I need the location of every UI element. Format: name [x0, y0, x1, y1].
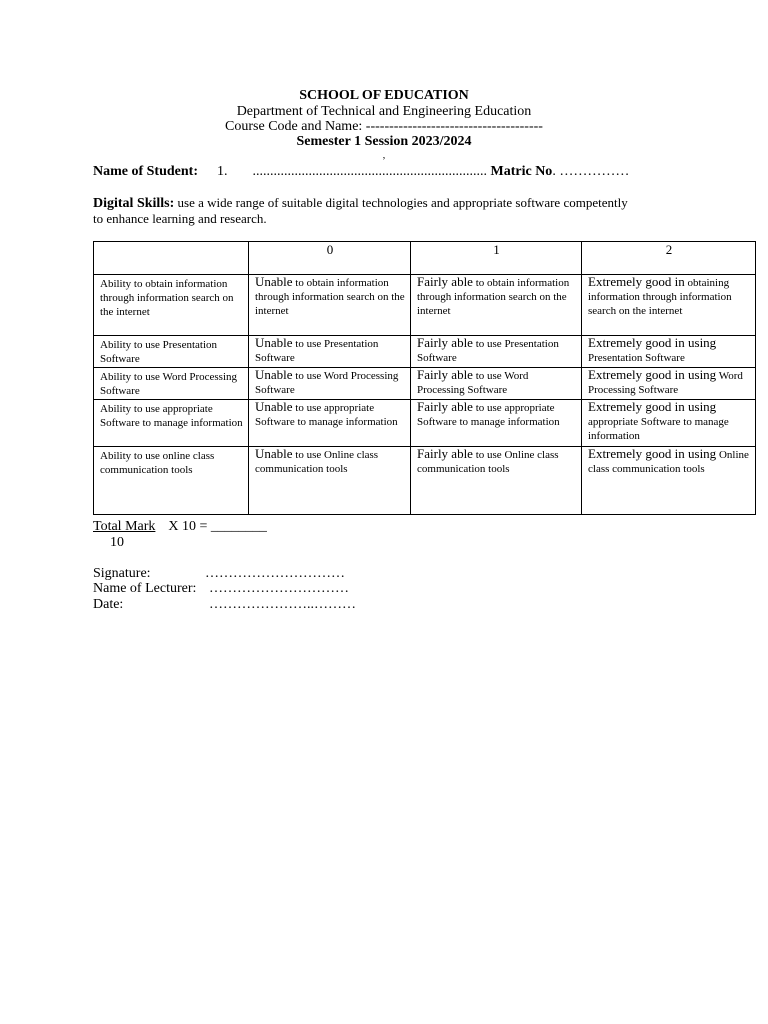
- cell-text: to use Presentation Software: [417, 338, 559, 364]
- score-1-cell: [411, 400, 582, 447]
- cell-lead: Extremely good in using: [588, 367, 717, 382]
- criterion-cell: Ability to use Word Processing Software: [94, 368, 249, 400]
- score-0-cell: [249, 400, 411, 447]
- rubric-header-score-0: 0: [249, 242, 411, 275]
- cell-lead: Extremely good in using: [588, 335, 717, 350]
- cell-text: to use Presentation Software: [255, 338, 379, 364]
- cell-lead: Unable: [255, 274, 293, 289]
- rubric-table: [93, 241, 756, 515]
- score-2-cell: [582, 275, 756, 336]
- score-1-cell: [411, 447, 582, 515]
- rubric-row: [94, 336, 756, 368]
- total-denominator: 10: [110, 535, 124, 550]
- cell-lead: Unable: [255, 446, 293, 461]
- score-1-cell: [411, 368, 582, 400]
- score-2-cell: [582, 368, 756, 400]
- rubric-row: [94, 275, 756, 336]
- total-multiplier: X 10 =: [168, 519, 208, 534]
- score-2-cell: [582, 447, 756, 515]
- cell-lead: Unable: [255, 399, 293, 414]
- matric-field[interactable]: . ……………: [552, 164, 630, 179]
- cell-text: Word Processing Software: [588, 370, 743, 396]
- criterion-cell: Ability to use Presentation Software: [94, 336, 249, 368]
- cell-lead: Fairly able: [417, 274, 473, 289]
- digital-skills-text-1: use a wide range of suitable digital technologies and appropriate software competently: [174, 195, 628, 210]
- date-field[interactable]: …………………..………: [209, 597, 356, 612]
- signature-field[interactable]: …………………………: [205, 566, 345, 581]
- score-1-cell: [411, 275, 582, 336]
- school-title: SCHOOL OF EDUCATION: [299, 88, 469, 103]
- rubric-row: [94, 368, 756, 400]
- cell-lead: Fairly able: [417, 446, 473, 461]
- score-0-cell: [249, 447, 411, 515]
- course-code-line: Course Code and Name: --------------------------------------: [225, 119, 543, 134]
- cell-lead: Extremely good in using: [588, 399, 717, 414]
- cell-text: to use appropriate Software to manage information: [255, 402, 398, 428]
- cell-lead: Fairly able: [417, 335, 473, 350]
- rubric-header-row: [94, 242, 756, 275]
- cell-text: to use Word Processing Software: [417, 370, 529, 396]
- score-1-cell: [411, 336, 582, 368]
- lecturer-field[interactable]: …………………………: [209, 581, 349, 596]
- rubric-row: [94, 447, 756, 515]
- score-0-cell: [249, 368, 411, 400]
- total-mark-row: [93, 519, 267, 535]
- total-mark-field[interactable]: ________: [210, 519, 267, 534]
- stray-comma: ,: [382, 150, 386, 161]
- student-name-field[interactable]: ...................................................................: [252, 164, 487, 179]
- matric-label: Matric No: [490, 164, 553, 179]
- score-0-cell: [249, 336, 411, 368]
- student-number: 1.: [217, 164, 228, 179]
- cell-text: obtaining information through information search on the internet: [588, 277, 732, 317]
- digital-skills-line1: [93, 195, 628, 212]
- signature-label: Signature:: [93, 566, 151, 581]
- cell-lead: Fairly able: [417, 367, 473, 382]
- cell-lead: Extremely good in using: [588, 446, 717, 461]
- digital-skills-label: Digital Skills:: [93, 196, 175, 211]
- cell-text: to use Online class communication tools: [255, 449, 379, 475]
- score-2-cell: [582, 400, 756, 447]
- student-name-row: [93, 164, 629, 180]
- criterion-cell: Ability to use appropriate Software to manage information: [94, 400, 249, 447]
- cell-lead: Unable: [255, 335, 293, 350]
- cell-text: Online class communication tools: [588, 449, 749, 475]
- cell-text: to use Word Processing Software: [255, 370, 399, 396]
- cell-text: to use appropriate Software to manage information: [417, 402, 560, 428]
- rubric-row: [94, 400, 756, 447]
- cell-text: Presentation Software: [588, 352, 685, 364]
- date-label: Date:: [93, 597, 124, 612]
- semester-session: Semester 1 Session 2023/2024: [296, 134, 472, 149]
- student-name-label: Name of Student:: [93, 164, 198, 179]
- cell-text: appropriate Software to manage information: [588, 416, 729, 442]
- rubric-header-criterion: [94, 242, 249, 275]
- cell-lead: Unable: [255, 367, 293, 382]
- department-name: Department of Technical and Engineering Education: [236, 104, 532, 119]
- criterion-cell: Ability to obtain information through information search on the internet: [94, 275, 249, 336]
- rubric-header-score-2: 2: [582, 242, 756, 275]
- score-0-cell: [249, 275, 411, 336]
- rubric-header-score-1: 1: [411, 242, 582, 275]
- criterion-cell: Ability to use online class communication tools: [94, 447, 249, 515]
- cell-text: to obtain information through information search on the internet: [255, 277, 405, 317]
- lecturer-label: Name of Lecturer:: [93, 581, 197, 596]
- digital-skills-text-2: to enhance learning and research.: [93, 211, 267, 226]
- cell-lead: Fairly able: [417, 399, 473, 414]
- cell-text: to obtain information through information search on the internet: [417, 277, 570, 317]
- total-mark-label: Total Mark: [93, 519, 156, 534]
- cell-lead: Extremely good in: [588, 274, 685, 289]
- score-2-cell: [582, 336, 756, 368]
- cell-text: to use Online class communication tools: [417, 449, 559, 475]
